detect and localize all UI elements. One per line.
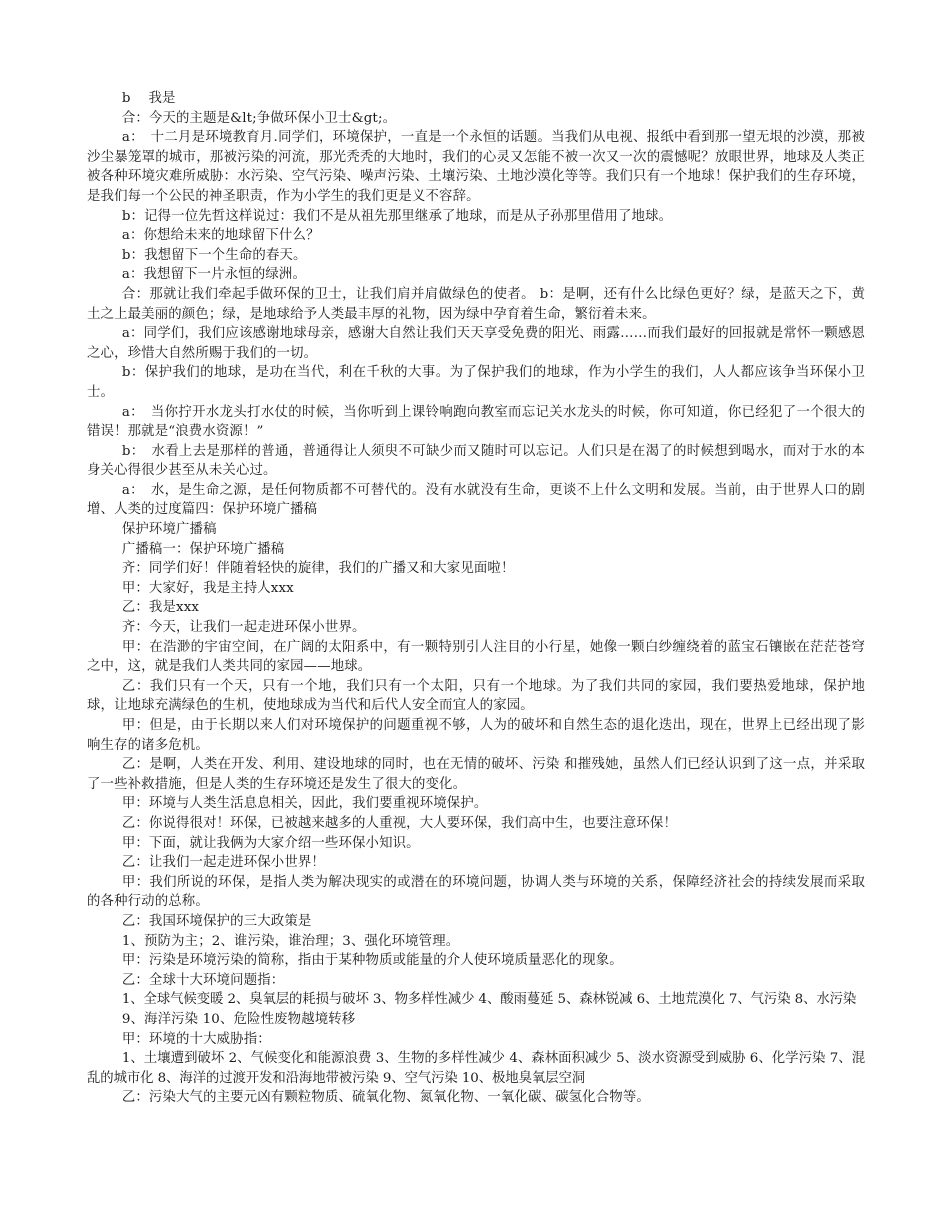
paragraph: 乙：让我们一起走进环保小世界！ [121,855,325,871]
paragraph: b：保护我们的地球，是功在当代，利在千秋的大事。为了保护我们的地球，作为小学生的我们，人人都应该争当环保小卫士。 [87,365,865,400]
paragraph: 甲：环境与人类生活息息相关，因此，我们要重视环境保护。 [121,796,488,812]
paragraph: 9、海洋污染 10、危险性废物越境转移 [121,1011,356,1027]
paragraph: a： 水，是生命之源，是任何物质都不可替代的。没有水就没有生命，更谈不上什么文明和发展。当前，由于世界人口的剧增、人类的过度篇四：保护环境广播稿 [87,482,865,518]
paragraph: 甲：但是，由于长期以来人们对环境保护的问题重视不够，人为的破坏和自然生态的退化迭出，现在，世界上已经出现了影响生存的诸多危机。 [87,718,865,753]
paragraph: 1、预防为主；2、谁污染，谁治理；3、强化环境管理。 [121,933,460,949]
paragraph: 乙：我国环境保护的三大政策是 [121,913,312,929]
paragraph: 1、土壤遭到破坏 2、气候变化和能源浪费 3、生物的多样性减少 4、森林面积减少 5、淡水资源受到威胁 6、化学污染 7、混乱的城市化 8、海洋的过渡开发和沿海地带被污染 9、空气污染 10、极地臭氧层空洞 [87,1051,865,1086]
paragraph: a：我想留下一片永恒的绿洲。 [121,267,306,283]
paragraph: 合：今天的主题是&lt;争做环保小卫士&gt;。 [121,110,397,126]
paragraph: a： 当你拧开水龙头打水仗的时候，当你听到上课铃响跑向教室而忘记关水龙头的时候，你可知道，你已经犯了一个很大的错误！那就是“浪费水资源！” [87,404,865,440]
paragraph: 乙：你说得很对！环保，已被越来越多的人重视，大人要环保，我们高中生，也要注意环保！ [121,815,677,831]
document-page [87,89,865,1108]
paragraph: b：我想留下一个生命的春天。 [121,247,307,263]
paragraph: 齐：今天，让我们一起走进环保小世界。 [121,620,366,636]
paragraph: 乙：是啊，人类在开发、利用、建设地球的同时，也在无情的破坏、污染 和摧残她，虽然人们已经认识到了这一点，并采取了一些补救措施，但是人类的生存环境还是发生了很大的变化。 [87,757,865,792]
paragraph: b 我是 [121,91,176,106]
paragraph: 甲：下面，就让我俩为大家介绍一些环保小知识。 [121,835,420,851]
paragraph: 1、全球气候变暖 2、臭氧层的耗损与破坏 3、物多样性减少 4、酸雨蔓延 5、森林锐减 6、土地荒漠化 7、气污染 8、水污染 [121,992,857,1008]
paragraph: 甲：大家好，我是主持人xxx [121,580,294,596]
paragraph: a：同学们，我们应该感谢地球母亲，感谢大自然让我们天天享受免费的阳光、雨露……而我们最好的回报就是常怀一颗感恩之心，珍惜大自然所赐于我们的一切。 [87,326,865,361]
paragraph: 甲：环境的十大威胁指： [121,1031,271,1047]
paragraph: 乙：污染大气的主要元凶有颗粒物质、硫氧化物、氮氧化物、一氧化碳、碳氢化合物等。 [121,1090,650,1106]
paragraph: b： 水看上去是那样的普通，普通得让人须臾不可缺少而又随时可以忘记。人们只是在渴了的时候想到喝水，而对于水的本身关心得很少甚至从未关心过。 [87,443,865,479]
paragraph: 广播稿一：保护环境广播稿 [121,541,285,557]
paragraph: 合：那就让我们牵起手做环保的卫士，让我们肩并肩做绿色的使者。 b：是啊，还有什么比绿色更好？绿，是蓝天之下，黄土之上最美丽的颜色；绿，是地球给予人类最丰厚的礼物，因为绿中孕育着生命，繁衍着未来。 [87,286,865,322]
paragraph: a： 十二月是环境教育月.同学们，环境保护，一直是一个永恒的话题。当我们从电视、报纸中看到那一望无垠的沙漠，那被沙尘暴笼罩的城市，那被污染的河流，那光秃秃的大地时，我们的心灵又怎能不被一次又一次的震憾呢？放眼世界，地球及人类正被各种环境灾难所威胁：水污染、空气污染、噪声污染、土壤污染、土地沙漠化等等。我们只有一个地球！保护我们的生存环境，是我们每一个公民的神圣职责，作为小学生的我们更是义不容辞。 [87,130,865,204]
paragraph: b：记得一位先哲这样说过：我们不是从祖先那里继承了地球，而是从子孙那里借用了地球。 [121,208,673,224]
paragraph: 甲：在浩渺的宇宙空间，在广阔的太阳系中，有一颗特别引人注目的小行星，她像一颗白纱缠绕着的蓝宝石镶嵌在茫茫苍穹之中，这，就是我们人类共同的家园——地球。 [87,639,865,675]
paragraph: 甲：污染是环境污染的简称，指由于某种物质或能量的介人使环境质量恶化的现象。 [121,953,623,969]
paragraph: 齐：同学们好！伴随着轻快的旋律，我们的广播又和大家见面啦！ [121,561,515,577]
paragraph: 乙：我是xxx [121,600,200,616]
paragraph: 乙：全球十大环境问题指： [121,972,285,988]
paragraph: a：你想给未来的地球留下什么？ [121,228,320,244]
paragraph: 保护环境广播稿 [121,522,217,538]
paragraph: 甲：我们所说的环保，是指人类为解决现实的或潜在的环境问题，协调人类与环境的关系，保障经济社会的持续发展而采取的各种行动的总称。 [87,874,865,910]
paragraph: 乙：我们只有一个天，只有一个地，我们只有一个太阳，只有一个地球。为了我们共同的家园，我们要热爱地球，保护地球，让地球充满绿色的生机，使地球成为当代和后代人安全而宜人的家园。 [87,678,865,714]
